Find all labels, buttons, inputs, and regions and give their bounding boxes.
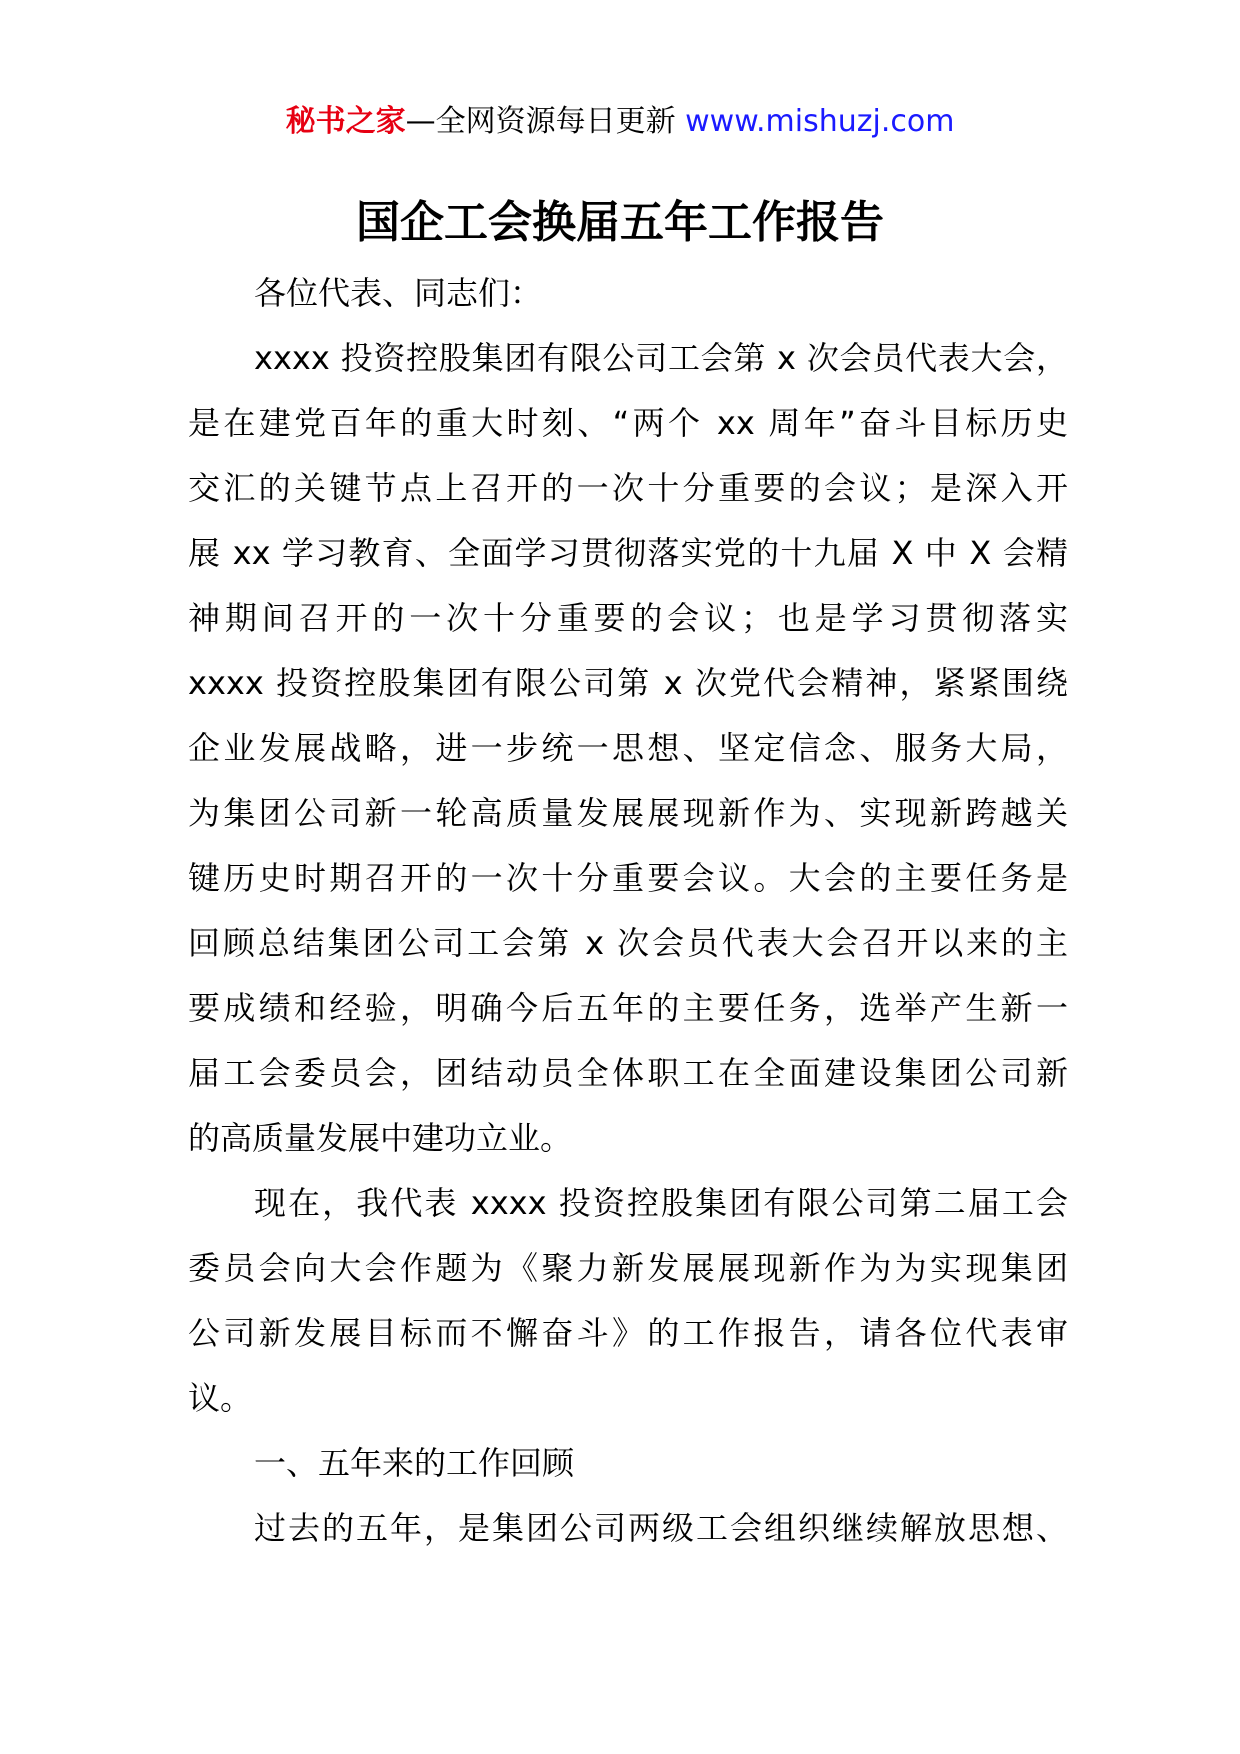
paragraph-2-line: 现在，我代表 xxxx 投资控股集团有限公司第二届工会 <box>254 1184 1068 1222</box>
paragraph-2-line: 议。 <box>188 1379 253 1417</box>
paragraph-1-line: 交汇的关键节点上召开的一次十分重要的会议；是深入开 <box>188 469 1068 507</box>
paragraph-1-line: xxxx 投资控股集团有限公司工会第 x 次会员代表大会， <box>254 339 1068 377</box>
paragraph-1-line: 要成绩和经验，明确今后五年的主要任务，选举产生新一 <box>188 989 1068 1027</box>
site-tagline: —全网资源每日更新 <box>405 104 676 139</box>
paragraph-2-line: 公司新发展目标而不懈奋斗》的工作报告，请各位代表审 <box>188 1314 1068 1352</box>
section-heading: 一、五年来的工作回顾 <box>254 1444 575 1482</box>
paragraph-1-line: 为集团公司新一轮高质量发展展现新作为、实现新跨越关 <box>188 794 1068 832</box>
brand-name: 秘书之家 <box>285 104 406 139</box>
paragraph-1-line: xxxx 投资控股集团有限公司第 x 次党代会精神，紧紧围绕 <box>188 664 1068 702</box>
site-header <box>0 100 1240 144</box>
paragraph-2-line: 委员会向大会作题为《聚力新发展展现新作为为实现集团 <box>188 1249 1068 1287</box>
paragraph-1-line: 届工会委员会，团结动员全体职工在全面建设集团公司新 <box>188 1054 1068 1092</box>
paragraph-1-line: 键历史时期召开的一次十分重要会议。大会的主要任务是 <box>188 859 1068 897</box>
document-body <box>188 261 1068 1561</box>
paragraph-1-line: 企业发展战略，进一步统一思想、坚定信念、服务大局， <box>188 729 1068 767</box>
paragraph-1-line: 神期间召开的一次十分重要的会议；也是学习贯彻落实 <box>188 599 1068 637</box>
salutation: 各位代表、同志们： <box>254 274 543 312</box>
document-title: 国企工会换届五年工作报告 <box>356 197 884 248</box>
paragraph-1-line: 回顾总结集团公司工会第 x 次会员代表大会召开以来的主 <box>188 924 1068 962</box>
paragraph-1-line: 展 xx 学习教育、全面学习贯彻落实党的十九届 X 中 X 会精 <box>188 534 1068 572</box>
site-url[interactable]: www.mishuzj.com <box>685 104 955 139</box>
paragraph-3-line: 过去的五年，是集团公司两级工会组织继续解放思想、 <box>254 1509 1068 1547</box>
paragraph-1-line: 是在建党百年的重大时刻、“两个 xx 周年”奋斗目标历史 <box>188 404 1068 442</box>
paragraph-1-line: 的高质量发展中建功立业。 <box>188 1119 573 1157</box>
